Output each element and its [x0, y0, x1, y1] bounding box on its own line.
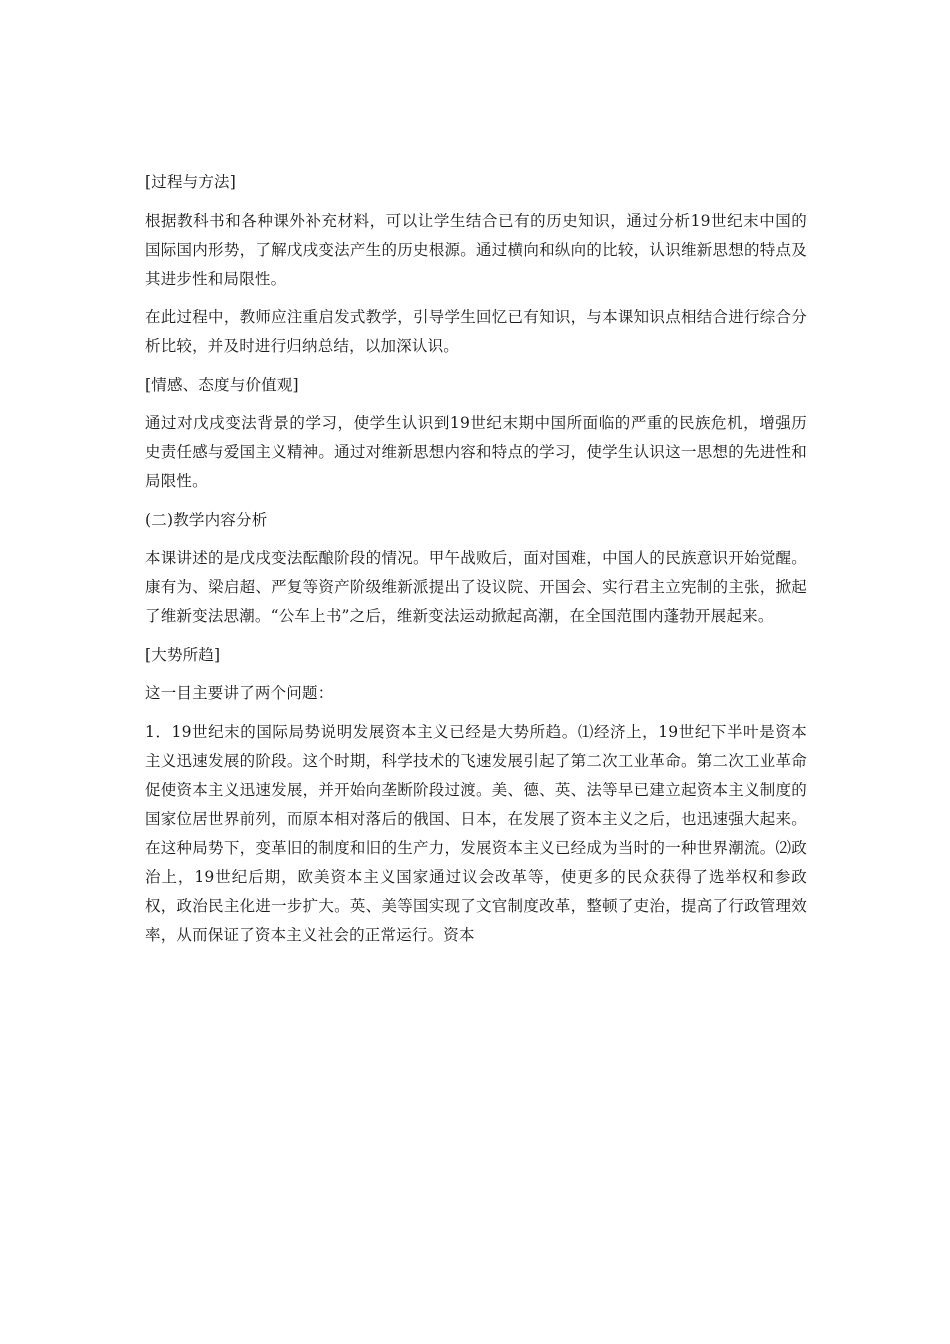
section-heading-content-analysis: (二)教学内容分析	[145, 510, 268, 529]
paragraph: 本课讲述的是戊戌变法酝酿阶段的情况。甲午战败后，面对国难，中国人的民族意识开始觉醒。康有为、梁启超、严复等资产阶级维新派提出了设议院、开国会、实行君主立宪制的主张，掀起了维新变法思潮。“公车上书”之后，维新变法运动掀起高潮，在全国范围内蓬勃开展起来。	[145, 549, 807, 625]
paragraph: 根据教科书和各种课外补充材料，可以让学生结合已有的历史知识，通过分析19世纪末中国的国际国内形势，了解戊戌变法产生的历史根源。通过横向和纵向的比较，认识维新思想的特点及其进步性和局限性。	[145, 211, 807, 288]
paragraph: 通过对戊戌变法背景的学习，使学生认识到19世纪末期中国所面临的严重的民族危机，增强历史责任感与爱国主义精神。通过对维新思想内容和特点的学习，使学生认识这一思想的先进性和局限性。	[145, 414, 807, 490]
document-body	[145, 168, 807, 959]
paragraph: 1．19世纪末的国际局势说明发展资本主义已经是大势所趋。⑴经济上，19世纪下半叶是资本主义迅速发展的阶段。这个时期，科学技术的飞速发展引起了第二次工业革命。第二次工业革命促使资本主义迅速发展，并开始向垄断阶段过渡。美、德、英、法等早已建立起资本主义制度的国家位居世界前列，而原本相对落后的俄国、日本，在发展了资本主义之后，也迅速强大起来。在这种局势下，变革旧的制度和旧的生产力，发展资本主义已经成为当时的一种世界潮流。⑵政治上，19世纪后期，欧美资本主义国家通过议会改革等，使更多的民众获得了选举权和参政权，政治民主化进一步扩大。英、美等国实现了文官制度改革，整顿了吏治，提高了行政管理效率，从而保证了资本主义社会的正常运行。资本	[145, 722, 807, 944]
paragraph: 在此过程中，教师应注重启发式教学，引导学生回忆已有知识，与本课知识点相结合进行综合分析比较，并及时进行归纳总结，以加深认识。	[145, 308, 807, 355]
paragraph: 这一目主要讲了两个问题：	[145, 684, 334, 702]
section-heading-emotion-values: [情感、态度与价值观]	[145, 375, 299, 394]
section-heading-trend: [大势所趋]	[145, 645, 221, 664]
section-heading-process-method: [过程与方法]	[145, 173, 236, 191]
